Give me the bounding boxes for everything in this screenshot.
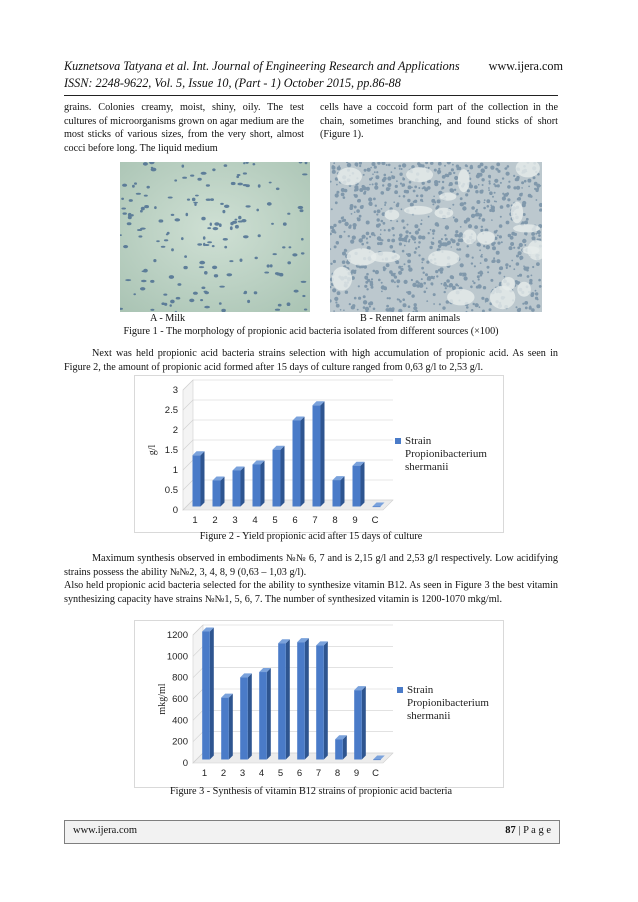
bar-1: [202, 632, 210, 760]
figure3-caption: Figure 3 - Synthesis of vitamin B12 strains of propionic acid bacteria: [169, 786, 453, 797]
legend-text: shermanii: [405, 461, 449, 473]
footer-page-label: | P a g e: [518, 825, 551, 836]
bar-C: [373, 507, 381, 508]
figure2-chart: [134, 375, 504, 533]
x-tick-label: 8: [334, 768, 341, 779]
bar-side-4: [267, 668, 271, 759]
bar-4: [259, 672, 267, 759]
bar-side-9: [361, 462, 365, 507]
y-tick-label: 2.5: [164, 405, 178, 416]
figure1-caption: Figure 1 - The morphology of propionic acid bacteria isolated from different sources (×100): [123, 326, 499, 337]
bar-2: [213, 481, 221, 507]
bar-side-3: [241, 467, 245, 507]
right-column-text: cells have a coccoid form part of the collection in the chain, sometimes branching, and found sticks of short (Figure 1).: [320, 102, 558, 141]
x-tick-label: 5: [272, 515, 278, 526]
bar-side-1: [201, 451, 205, 506]
bar-side-6: [301, 417, 305, 507]
bar-5: [278, 643, 286, 759]
y-tick-label: 0: [182, 758, 188, 769]
bar-side-3: [248, 673, 252, 759]
x-tick-label: 7: [312, 515, 318, 526]
y-tick-label: 0.5: [164, 485, 178, 496]
y-tick-label: 200: [172, 736, 188, 748]
bar-5: [273, 450, 281, 507]
y-tick-label: 1200: [166, 630, 188, 641]
footer-page: [505, 825, 551, 836]
bar-side-2: [221, 477, 225, 507]
y-axis-label: g/l: [147, 444, 158, 456]
x-tick-label: 2: [220, 768, 227, 779]
header-rule: [64, 95, 558, 96]
bar-9: [353, 466, 361, 507]
bar-7: [313, 405, 321, 506]
bar-6: [297, 642, 305, 759]
bar-6: [293, 421, 301, 507]
figure3-chart: [134, 620, 504, 788]
bar-side-6: [305, 638, 309, 759]
legend-text: shermanii: [407, 710, 451, 722]
bar-C: [373, 760, 381, 761]
y-tick-label: 400: [172, 715, 188, 727]
y-tick-label: 800: [172, 672, 188, 684]
x-tick-label: 4: [258, 768, 265, 779]
footer-site: www.ijera.com: [73, 825, 138, 836]
y-tick-label: 1: [172, 465, 178, 476]
x-tick-label: 3: [239, 768, 246, 779]
left-column-text: grains. Colonies creamy, moist, shiny, oily. The test cultures of microorganisms grown on agar medium are the most sticks of various sizes, from the very short, almost cocci before long. The liquid medium: [64, 102, 304, 154]
paragraph-results-vitamin: Also held propionic acid bacteria selected for the ability to synthesize vitamin B12. As seen in Figure 3 the best vitamin synthesizing capacity have strains №№1, 5, 6, 7. The number of synthesized vitamin is 1200-1070 mkg/ml.: [64, 580, 558, 605]
legend-text: Propionibacterium: [405, 448, 487, 460]
micrograph-milk: [120, 162, 310, 312]
figure1-label-b: B - Rennet farm animals: [360, 313, 461, 324]
y-tick-label: 3: [172, 385, 178, 396]
bar-side-5: [286, 639, 290, 759]
legend-text: Strain: [407, 684, 434, 696]
bar-3: [240, 677, 248, 759]
legend-text: Strain: [405, 435, 432, 447]
footer-page-number: 87: [505, 825, 516, 836]
x-tick-label: 5: [277, 768, 284, 779]
x-tick-label: 8: [332, 515, 338, 526]
paragraph-results: [64, 552, 558, 606]
bar-8: [335, 739, 343, 759]
x-tick-label: 3: [232, 515, 238, 526]
x-tick-label: C: [371, 515, 379, 526]
bar-1: [193, 455, 201, 506]
x-tick-label: 9: [353, 768, 360, 779]
page-footer: [64, 820, 560, 844]
y-tick-label: 1000: [166, 651, 188, 663]
bar-3: [233, 471, 241, 507]
x-tick-label: 4: [252, 515, 258, 526]
bar-side-7: [324, 641, 328, 759]
x-tick-label: 1: [201, 768, 208, 779]
bar-8: [333, 480, 341, 506]
paragraph-results-acid: Maximum synthesis observed in embodiments №№ 6, 7 and is 2,15 g/l and 2,53 g/l respectively. Low acidifying strains possess the ability №№2, 3, 4, 8, 9 (0,63 – 1,03 g/l).: [64, 553, 558, 578]
y-tick-label: 1.5: [164, 445, 178, 456]
y-axis-label: mkg/ml: [157, 683, 168, 715]
x-tick-label: 1: [192, 515, 198, 526]
bar-side-5: [281, 446, 285, 507]
running-header-site: www.ijera.com: [488, 59, 563, 73]
bar-side-8: [343, 735, 347, 759]
y-tick-label: 0: [172, 505, 178, 516]
figure1-label-a: A - Milk: [150, 313, 186, 324]
bar-side-9: [362, 686, 366, 759]
micrograph-rennet: [330, 162, 542, 312]
legend-swatch: [395, 438, 401, 444]
bar-side-7: [321, 401, 325, 506]
paragraph-selection: Next was held propionic acid bacteria strains selection with high accumulation of propionic acid. As seen in Figure 2, the amount of propionic acid formed after 15 days of culture ranged from 0,63 g/l to 2,53 g/l.: [64, 348, 558, 373]
bar-side-2: [229, 694, 233, 760]
legend-text: Propionibacterium: [407, 697, 489, 709]
bar-2: [221, 698, 229, 760]
figure2-caption: Figure 2 - Yield propionic acid after 15 days of culture: [199, 531, 423, 542]
x-tick-label: 7: [315, 768, 322, 779]
x-tick-label: C: [372, 768, 379, 779]
bar-side-1: [210, 628, 214, 760]
bar-4: [253, 465, 261, 507]
x-tick-label: 2: [212, 515, 218, 526]
bar-7: [316, 645, 324, 759]
bar-side-8: [341, 476, 345, 506]
y-tick-label: 600: [172, 694, 188, 705]
bar-side-4: [261, 461, 265, 507]
running-header-issn: ISSN: 2248-9622, Vol. 5, Issue 10, (Part - 1) October 2015, pp.86-88: [64, 76, 401, 90]
x-tick-label: 6: [296, 768, 303, 779]
x-tick-label: 6: [292, 515, 298, 526]
running-header-citation: Kuznetsova Tatyana et al. Int. Journal of Engineering Research and Applications: [64, 59, 460, 73]
y-tick-label: 2: [172, 425, 178, 436]
x-tick-label: 9: [352, 515, 358, 526]
bar-9: [354, 690, 362, 759]
legend-swatch: [397, 687, 403, 693]
